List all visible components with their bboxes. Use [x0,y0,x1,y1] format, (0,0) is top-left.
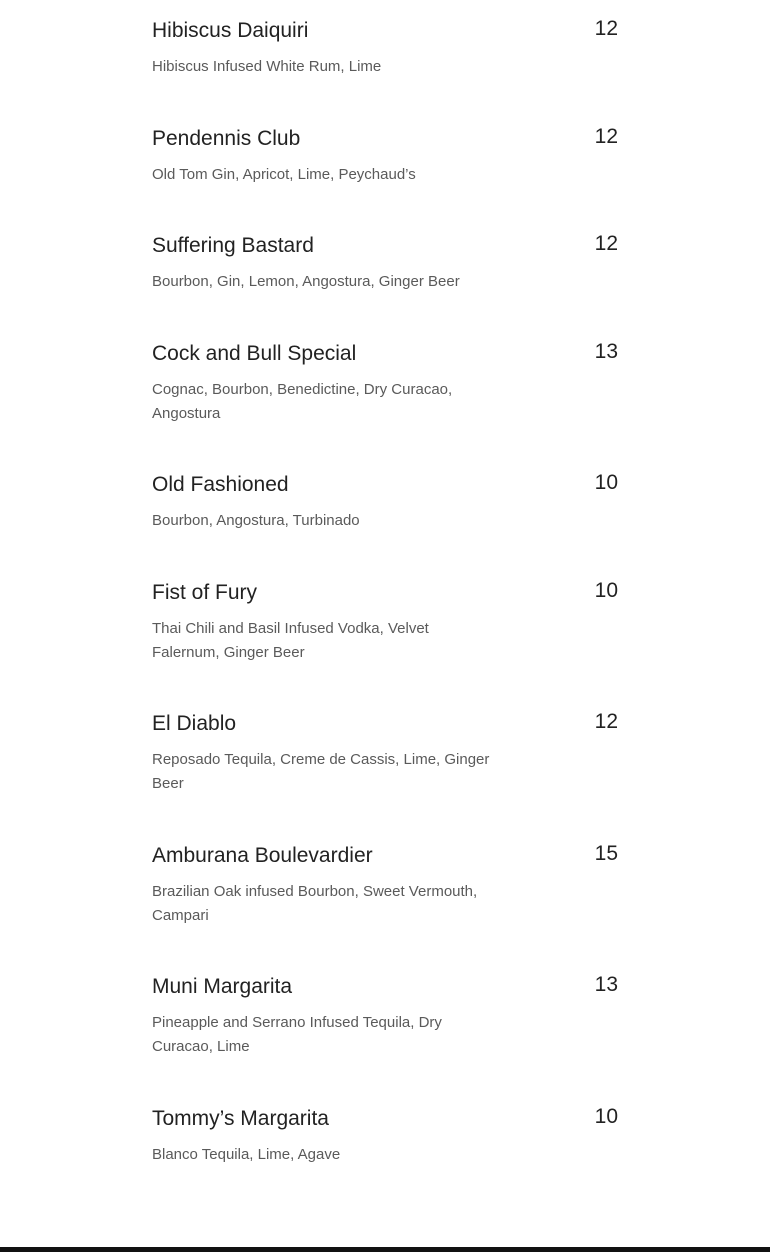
item-price: 12 [594,125,618,148]
item-description: Bourbon, Gin, Lemon, Angostura, Ginger Beer [152,273,460,290]
item-name: Fist of Fury [152,581,258,604]
item-name: Suffering Bastard [152,234,314,257]
item-name: Pendennis Club [152,127,301,150]
item-description: Brazilian Oak infused Bourbon, Sweet Vermouth, Campari [152,883,478,924]
item-price: 12 [594,232,618,255]
item-description: Bourbon, Angostura, Turbinado [152,512,360,529]
item-description: Cognac, Bourbon, Benedictine, Dry Curacao, Angostura [152,381,453,422]
item-price: 12 [594,17,618,40]
item-description: Old Tom Gin, Apricot, Lime, Peychaud’s [152,166,416,183]
footer-divider [0,1247,770,1252]
item-price: 13 [594,973,618,996]
item-name: Old Fashioned [152,473,289,496]
item-price: 10 [594,1105,618,1128]
item-name: Cock and Bull Special [152,342,357,365]
item-description: Hibiscus Infused White Rum, Lime [152,58,382,75]
item-price: 10 [594,471,618,494]
item-name: El Diablo [152,712,237,735]
item-name: Muni Margarita [152,975,293,998]
item-name: Hibiscus Daiquiri [152,19,309,42]
item-price: 12 [594,710,618,733]
item-description: Blanco Tequila, Lime, Agave [152,1146,341,1163]
item-price: 15 [594,842,618,865]
item-price: 10 [594,579,618,602]
item-description: Pineapple and Serrano Infused Tequila, Dry Curacao, Lime [152,1014,442,1055]
item-name: Amburana Boulevardier [152,844,373,867]
item-name: Tommy’s Margarita [152,1107,329,1130]
item-description: Thai Chili and Basil Infused Vodka, Velvet Falernum, Ginger Beer [152,620,429,661]
item-price: 13 [594,340,618,363]
item-description: Reposado Tequila, Creme de Cassis, Lime, Ginger Beer [152,751,490,792]
